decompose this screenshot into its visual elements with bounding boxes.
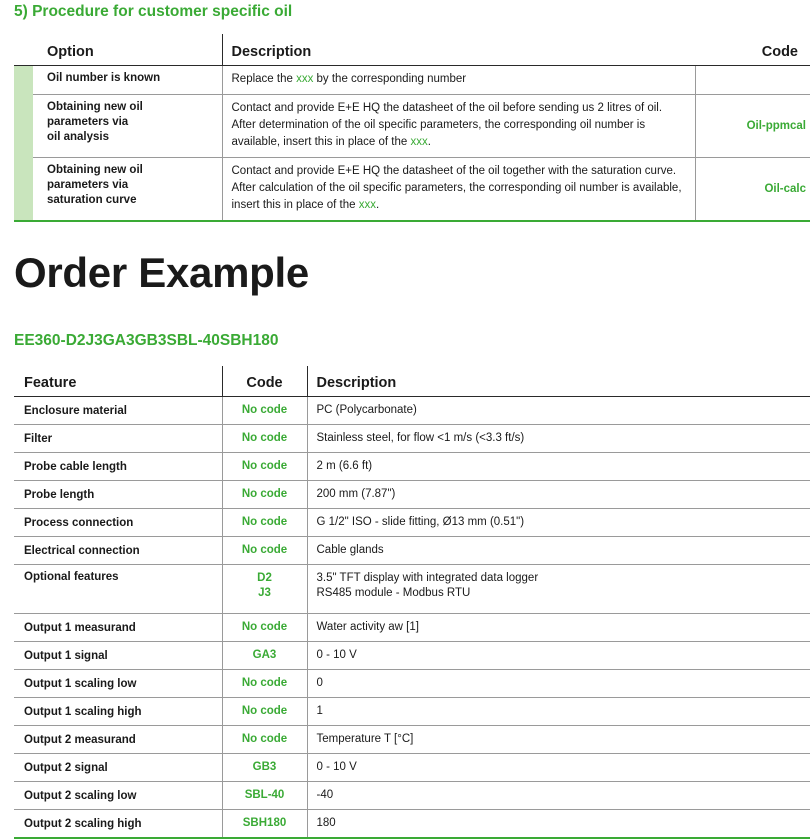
feature-cell: Output 1 scaling high xyxy=(14,698,222,726)
description-cell: Stainless steel, for flow <1 m/s (<3.3 ft/s) xyxy=(307,425,810,453)
code-cell: No code xyxy=(222,698,307,726)
feature-header: Feature xyxy=(14,366,222,397)
description-cell: Cable glands xyxy=(307,537,810,565)
code-cell: SBL-40 xyxy=(222,782,307,810)
code-header: Code xyxy=(222,366,307,397)
oil-procedure-table xyxy=(14,34,810,222)
code-cell: No code xyxy=(222,726,307,754)
feature-cell: Output 2 scaling low xyxy=(14,782,222,810)
description-cell: Contact and provide E+E HQ the datasheet of the oil together with the saturation curve. After calculation of the oil specific parameters, the corresponding oil number is available, insert this in place of the xxx. xyxy=(222,158,695,222)
feature-cell: Filter xyxy=(14,425,222,453)
order-example-table xyxy=(14,366,810,839)
table-row xyxy=(14,782,810,810)
table-row xyxy=(14,810,810,839)
table-row xyxy=(14,565,810,614)
feature-cell: Output 2 signal xyxy=(14,754,222,782)
description-cell: 3.5" TFT display with integrated data logger RS485 module - Modbus RTU xyxy=(307,565,810,614)
description-cell: -40 xyxy=(307,782,810,810)
table-row xyxy=(14,698,810,726)
description-cell: 0 - 10 V xyxy=(307,642,810,670)
table-row xyxy=(14,726,810,754)
table-row xyxy=(14,453,810,481)
table-row xyxy=(14,481,810,509)
code-cell: No code xyxy=(222,614,307,642)
description-header: Description xyxy=(222,34,695,66)
table-row xyxy=(14,158,810,222)
feature-cell: Optional features xyxy=(14,565,222,614)
code-cell: No code xyxy=(222,509,307,537)
feature-cell: Output 1 scaling low xyxy=(14,670,222,698)
description-cell: 0 xyxy=(307,670,810,698)
code-cell: No code xyxy=(222,397,307,425)
code-cell: GA3 xyxy=(222,642,307,670)
table-row xyxy=(14,397,810,425)
page-title: Order Example xyxy=(14,249,309,296)
table-row xyxy=(14,670,810,698)
feature-cell: Probe cable length xyxy=(14,453,222,481)
code-cell: SBH180 xyxy=(222,810,307,839)
code-cell: No code xyxy=(222,537,307,565)
table-row xyxy=(14,509,810,537)
feature-cell: Electrical connection xyxy=(14,537,222,565)
row-marker xyxy=(14,158,33,222)
code-cell: No code xyxy=(222,670,307,698)
code-cell: GB3 xyxy=(222,754,307,782)
description-cell: 180 xyxy=(316,817,336,829)
code-cell: D2 J3 xyxy=(222,565,307,614)
description-cell: 1 xyxy=(307,698,810,726)
table-row xyxy=(14,614,810,642)
feature-cell: Output 1 signal xyxy=(14,642,222,670)
description-cell: Water activity aw [1] xyxy=(307,614,810,642)
feature-cell: Enclosure material xyxy=(14,397,222,425)
placeholder-xxx: xxx xyxy=(410,136,428,148)
feature-cell: Output 2 measurand xyxy=(14,726,222,754)
table-row xyxy=(14,642,810,670)
code-cell: No code xyxy=(222,453,307,481)
description-cell: 2 m (6.6 ft) xyxy=(307,453,810,481)
code-cell xyxy=(695,66,810,95)
table-row xyxy=(14,425,810,453)
description-cell: PC (Polycarbonate) xyxy=(307,397,810,425)
feature-cell: Output 1 measurand xyxy=(14,614,222,642)
description-cell: Temperature T [°C] xyxy=(307,726,810,754)
table-row xyxy=(14,95,810,158)
option-header: Option xyxy=(33,34,222,66)
table-row xyxy=(14,66,810,95)
code-cell: Oil-calc xyxy=(764,182,806,195)
placeholder-xxx: xxx xyxy=(296,73,314,85)
section-title: 5) Procedure for customer specific oil xyxy=(14,3,293,20)
row-marker xyxy=(14,66,33,95)
description-cell: Contact and provide E+E HQ the datasheet of the oil before sending us 2 litres of oil. After determination of the oil specific parameters, the corresponding oil number is available, insert this in place of the xxx. xyxy=(222,95,695,158)
code-cell: Oil-ppmcal xyxy=(695,95,810,158)
code-header: Code xyxy=(695,34,810,66)
option-cell: Oil number is known xyxy=(33,66,222,95)
feature-cell: Probe length xyxy=(14,481,222,509)
option-cell: Obtaining new oil parameters via oil analysis xyxy=(33,95,222,158)
order-code: EE360-D2J3GA3GB3SBL-40SBH180 xyxy=(14,332,279,349)
option-cell: Obtaining new oil parameters via saturation curve xyxy=(33,158,222,222)
row-marker xyxy=(14,95,33,158)
code-cell: No code xyxy=(222,481,307,509)
description-cell: 200 mm (7.87") xyxy=(307,481,810,509)
code-cell: No code xyxy=(222,425,307,453)
placeholder-xxx: xxx xyxy=(358,199,376,211)
description-header: Description xyxy=(307,366,810,397)
table-row xyxy=(14,537,810,565)
description-cell: G 1/2" ISO - slide fitting, Ø13 mm (0.51") xyxy=(307,509,810,537)
feature-cell: Process connection xyxy=(14,509,222,537)
description-cell: Replace the xxx by the corresponding number xyxy=(222,66,695,95)
table-row xyxy=(14,754,810,782)
description-cell: 0 - 10 V xyxy=(307,754,810,782)
feature-cell: Output 2 scaling high xyxy=(14,810,222,839)
